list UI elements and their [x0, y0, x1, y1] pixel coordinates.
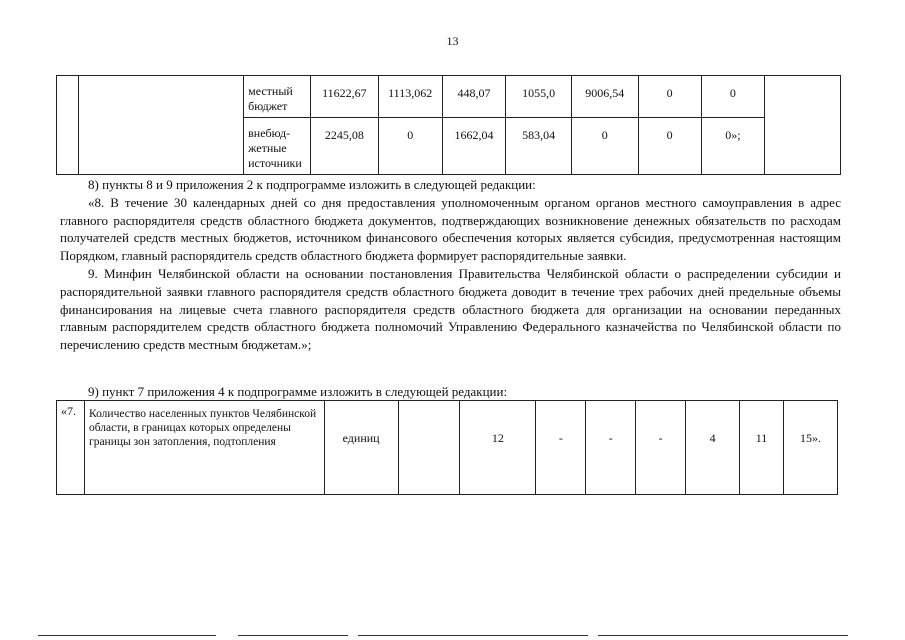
- table-cell-value: 2245,08: [311, 118, 379, 175]
- table-cell-value: 448,07: [442, 76, 506, 118]
- table-cell-source: местный бюджет: [244, 76, 311, 118]
- paragraph-item-8: 8) пункты 8 и 9 приложения 2 к подпрограмме изложить в следующей редакции:: [88, 177, 536, 192]
- paragraph-point-9: 9. Минфин Челябинской области на основании постановления Правительства Челябинской области о распределении субсидии и распорядительной заявки главного распорядителя средств областного бюджета доводит в течение трех рабочих дней предельные объемы финансирования на лицевые счета главного распорядителя средств областного бюджета для организации на основании переданных главным распорядителем средств областного бюджета полномочий Управлению Федерального казначейства по Челябинской области по перечислению средств местным бюджетам.»;: [60, 265, 841, 353]
- table-cell-value: 1662,04: [442, 118, 506, 175]
- scan-edge-line: [38, 635, 216, 636]
- page-number: 13: [446, 34, 459, 48]
- table-cell-value: 0: [638, 76, 701, 118]
- table-cell-blank: [78, 76, 243, 175]
- indicator-table: [56, 400, 838, 495]
- amendment-text: [60, 176, 841, 354]
- amendment-text-2: [60, 383, 841, 401]
- table-cell-value: 15».: [784, 401, 838, 495]
- table-cell-value: 12: [460, 401, 536, 495]
- scan-edge-line: [598, 635, 848, 636]
- table-cell-value: 0: [701, 76, 764, 118]
- table-cell-index: «7.: [57, 401, 85, 495]
- table-cell-value: 1113,062: [378, 76, 442, 118]
- paragraph-point-8: «8. В течение 30 календарных дней со дня предоставления уполномоченным органом органов местного самоуправления в адрес главного распорядителя средств областного бюджета документов, подтверждающих возникновение денежных обязательств по расходам получателей средств местных бюджетов, источником финансового обеспечения которых является субсидия, предусмотренная настоящим Порядком, главный распорядитель средств областного бюджета формирует распорядительные заявки.: [60, 194, 841, 264]
- table-cell-source: внебюд-жетные источники: [244, 118, 311, 175]
- table-cell-value: 11: [740, 401, 784, 495]
- table-cell-value: 9006,54: [571, 76, 638, 118]
- table-cell-value: 0: [638, 118, 701, 175]
- table-cell-value: -: [536, 401, 586, 495]
- table-cell-value: 0: [378, 118, 442, 175]
- table-cell-blank: [57, 76, 79, 175]
- scan-edge-line: [238, 635, 348, 636]
- scan-edge-line: [358, 635, 588, 636]
- table-cell-value: 583,04: [506, 118, 572, 175]
- paragraph-item-9: 9) пункт 7 приложения 4 к подпрограмме изложить в следующей редакции:: [88, 384, 508, 399]
- table-cell-value: 0: [571, 118, 638, 175]
- table-cell-value: -: [636, 401, 686, 495]
- table-cell-value: 4: [686, 401, 740, 495]
- budget-table: [56, 75, 841, 175]
- table-cell-value: 1055,0: [506, 76, 572, 118]
- table-row: [57, 76, 841, 118]
- table-cell-value: 0»;: [701, 118, 764, 175]
- table-cell-description: Количество населенных пунктов Челябинской области, в границах которых определены границы зон затопления, подтопления: [84, 401, 324, 495]
- table-cell-value: -: [586, 401, 636, 495]
- table-row: [57, 401, 838, 495]
- table-cell-blank: [398, 401, 460, 495]
- table-cell-blank: [765, 76, 841, 175]
- table-cell-unit: единиц: [324, 401, 398, 495]
- table-cell-value: 11622,67: [311, 76, 379, 118]
